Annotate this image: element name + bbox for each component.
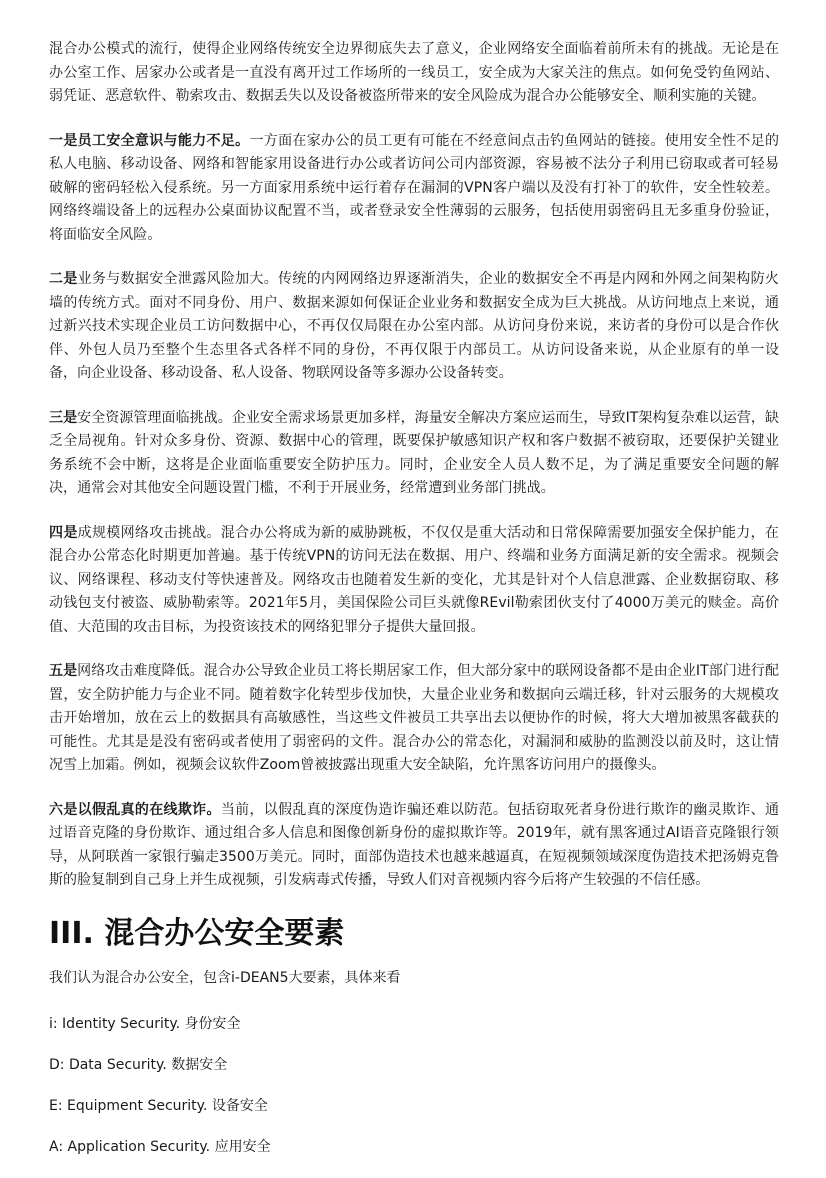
paragraph-body: 成规模网络攻击挑战。混合办公将成为新的威胁跳板，不仅仅是重大活动和日常保障需要加强安全保护能力，在混合办公常态化时期更加普遍。基于传统VPN的访问无法在数据、用户、终端和业务方面满足新的安全需求。视频会议、网络课程、移动支付等快速普及。网络攻击也随着发生新的变化，尤其是针对个人信息泄露、企业数据窃取、移动钱包支付被盗、威胁勒索等。2021年5月，美国保险公司巨头就像REvil勒索团伙支付了4000万美元的赎金。高价值、大范围的攻击目标，为投资该技术的网络犯罪分子提供大量回报。: [49, 524, 779, 635]
paragraph-lead: 一是员工安全意识与能力不足。: [49, 132, 250, 149]
list-item-application: A: Application Security. 应用安全: [49, 1138, 271, 1155]
paragraph-body: 业务与数据安全泄露风险加大。传统的内网网络边界逐渐消失，企业的数据安全不再是内网和外网之间架构防火墙的传统方式。面对不同身份、用户、数据来源如何保证企业业务和数据安全成为巨大挑战。从访问地点上来说，通过新兴技术实现企业员工访问数据中心，不再仅仅局限在办公室内部。从访问身份来说，来访者的身份可以是合作伙伴、外包人员乃至整个生态里各式各样不同的身份，不再仅限于内部员工。从访问设备来说，从企业原有的单一设备，向企业设备、移动设备、私人设备、物联网设备等多源办公设备转变。: [49, 271, 779, 381]
list-item-data: D: Data Security. 数据安全: [49, 1056, 228, 1073]
security-elements-list: [49, 1014, 779, 1157]
paragraph-challenge-2: [49, 268, 779, 386]
paragraph-challenge-3: [49, 407, 779, 501]
paragraph-lead: 四是: [49, 524, 78, 541]
list-item-identity: i: Identity Security. 身份安全: [49, 1015, 241, 1032]
paragraph-body: 网络攻击难度降低。混合办公导致企业员工将长期居家工作，但大部分家中的联网设备都不是由企业IT部门进行配置，安全防护能力与企业不同。随着数字化转型步伐加快，大量企业业务和数据向云端迁移，针对云服务的大规模攻击开始增加，放在云上的数据具有高敏感性，当这些文件被员工共享出去以便协作的时候，将大大增加被黑客截获的可能性。尤其是是没有密码或者使用了弱密码的文件。混合办公的常态化，对漏洞和威胁的监测没以前及时，这让情况雪上加霜。例如，视频会议软件Zoom曾被披露出现重大安全缺陷，允许黑客访问用户的摄像头。: [49, 663, 779, 773]
paragraph-lead: 三是: [49, 409, 78, 426]
list-item-equipment: E: Equipment Security. 设备安全: [49, 1097, 268, 1114]
paragraph-intro: [49, 38, 779, 109]
paragraph-challenge-5: [49, 660, 779, 778]
paragraph-challenge-4: [49, 522, 779, 640]
paragraph-challenge-1: [49, 130, 779, 248]
document-page: [49, 38, 779, 1178]
section-heading: III. 混合办公安全要素: [49, 915, 345, 951]
paragraph-body: 安全资源管理面临挑战。企业安全需求场景更加多样，海量安全解决方案应运而生，导致IT架构复杂难以运营，缺乏全局视角。针对众多身份、资源、数据中心的管理，既要保护敏感知识产权和客户数据不被窃取，还要保护关键业务系统不会中断，这将是企业面临重要安全防护压力。同时，企业安全人员人数不足，为了满足重要安全问题的解决，通常会对其他安全问题设置门槛，不利于开展业务，经常遭到业务部门挑战。: [49, 409, 779, 496]
paragraph-lead: 二是: [49, 271, 78, 287]
section-intro: 我们认为混合办公安全，包含i-DEAN5大要素，具体来看: [49, 969, 401, 986]
paragraph-body: 混合办公模式的流行，使得企业网络传统安全边界彻底失去了意义，企业网络安全面临着前所未有的挑战。无论是在办公室工作、居家办公或者是一直没有离开过工作场所的一线员工，安全成为大家关注的焦点。如何免受钓鱼网站、弱凭证、恶意软件、勒索攻击、数据丢失以及设备被盗所带来的安全风险成为混合办公能够安全、顺利实施的关键。: [49, 41, 779, 104]
paragraph-lead: 五是: [49, 663, 78, 679]
paragraph-body: 当前，以假乱真的深度伪造诈骗还难以防范。包括窃取死者身份进行欺诈的幽灵欺诈、通过语音克隆的身份欺诈、通过组合多人信息和图像创新身份的虚拟欺诈等。2019年，就有黑客通过AI语音克隆银行领导，从阿联酋一家银行骗走3500万美元。同时，面部伪造技术也越来越逼真，在短视频领域深度伪造技术把汤姆克鲁斯的脸复制到自己身上并生成视频，引发病毒式传播，导致人们对音视频内容今后将产生较强的不信任感。: [49, 801, 779, 888]
paragraph-body: 一方面在家办公的员工更有可能在不经意间点击钓鱼网站的链接。使用安全性不足的私人电脑、移动设备、网络和智能家用设备进行办公或者访问公司内部资源，容易被不法分子利用已窃取或者可轻易破解的密码轻松入侵系统。另一方面家用系统中运行着存在漏洞的VPN客户端以及没有打补丁的软件，安全性较差。网络终端设备上的远程办公桌面协议配置不当，或者登录安全性薄弱的云服务，包括使用弱密码且无多重身份验证，将面临安全风险。: [49, 132, 779, 243]
paragraph-challenge-6: [49, 799, 779, 893]
paragraph-lead: 六是以假乱真的在线欺诈。: [49, 801, 221, 818]
